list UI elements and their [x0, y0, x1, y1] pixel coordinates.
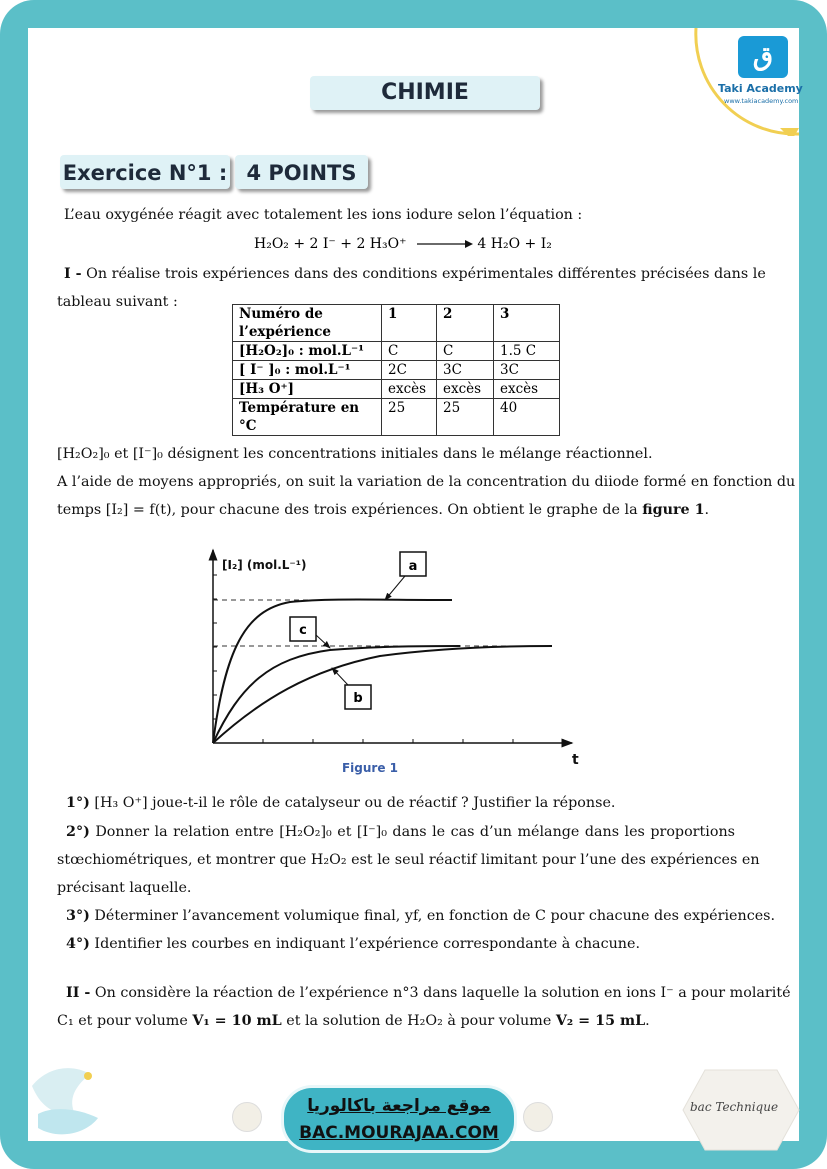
label-b: b [353, 691, 363, 706]
equation-reactants: H₂O₂ + 2 I⁻ + 2 H₃O⁺ [254, 236, 407, 252]
table-cell: excès [437, 380, 494, 399]
question-3 [66, 908, 775, 924]
subject-title: CHIMIE [310, 76, 540, 110]
question-text: Donner la relation entre [H₂O₂]₀ et [I⁻]₀ dans le cas d’un mélange dans les proportions [95, 824, 735, 840]
table-header-cell: 3 [494, 305, 560, 342]
question-2 [66, 824, 735, 840]
method-line-2 [57, 502, 709, 518]
table-cell: 25 [437, 399, 494, 436]
brand-url: www.takiacademy.com [724, 97, 799, 105]
part1-text: On réalise trois expériences dans des conditions expérimentales différentes précisées dans le [86, 266, 766, 282]
corner-logo [28, 1056, 104, 1142]
part1-label: I - [64, 266, 82, 282]
question-2-line3: précisant laquelle. [57, 880, 192, 896]
table-cell: [H₂O₂]₀ : mol.L⁻¹ [233, 342, 382, 361]
part2-line1 [66, 985, 791, 1001]
intro-text: L’eau oxygénée réagit avec totalement les ions iodure selon l’équation : [64, 207, 583, 223]
table-cell: 1.5 C [494, 342, 560, 361]
badge-icon [523, 1102, 553, 1132]
table-cell: [H₃ O⁺] [233, 380, 382, 399]
label-a: a [408, 559, 418, 574]
footer-arabic-link[interactable]: موقع مراجعة باكالوريا [307, 1096, 491, 1116]
arrow-icon [411, 238, 473, 250]
table-cell: [ I⁻ ]₀ : mol.L⁻¹ [233, 361, 382, 380]
table-cell: 3C [494, 361, 560, 380]
question-text: [H₃ O⁺] joue-t-il le rôle de catalyseur ou de réactif ? Justifier la réponse. [94, 795, 616, 811]
badge-icon [232, 1102, 262, 1132]
part1-line2: tableau suivant : [57, 294, 178, 310]
experiments-table [232, 304, 560, 436]
part2-text: . [645, 1013, 650, 1029]
table-cell: 25 [382, 399, 437, 436]
question-text: Identifier les courbes en indiquant l’expérience correspondante à chacune. [94, 936, 641, 952]
equation-products: 4 H₂O + I₂ [477, 236, 552, 252]
part2-text: On considère la réaction de l’expérience n°3 dans laquelle la solution en ions I⁻ a pour molarité [94, 985, 791, 1001]
question-2-line2: stœchiométriques, et montrer que H₂O₂ est le seul réactif limitant pour l’une des expériences en [57, 852, 760, 868]
table-cell: 3C [437, 361, 494, 380]
table-cell: excès [382, 380, 437, 399]
table-cell: C [437, 342, 494, 361]
footer-site-link[interactable]: BAC.MOURAJAA.COM [299, 1123, 499, 1143]
label-c: c [299, 623, 307, 638]
volume-v1: V₁ = 10 mL [192, 1013, 282, 1029]
table-cell: 40 [494, 399, 560, 436]
table-row [233, 361, 560, 380]
table-header-cell: Numéro de l’expérience [233, 305, 382, 342]
table-cell: C [382, 342, 437, 361]
table-row [233, 342, 560, 361]
question-1 [66, 795, 615, 811]
pointer-a [385, 576, 405, 600]
curve-c [213, 646, 460, 743]
question-number: 1°) [66, 795, 90, 811]
question-4 [66, 936, 640, 952]
pointer-b [332, 668, 348, 685]
brand-name: Taki Academy [718, 82, 803, 95]
curve-b [213, 646, 552, 743]
part2-label: II - [66, 985, 91, 1001]
table-row [233, 305, 560, 342]
table-header-cell: 1 [382, 305, 437, 342]
volume-v2: V₂ = 15 mL [555, 1013, 646, 1029]
y-axis-label: [I₂] (mol.L⁻¹) [222, 558, 307, 572]
table-cell: 2C [382, 361, 437, 380]
figure-caption: Figure 1 [341, 761, 399, 775]
question-number: 4°) [66, 936, 90, 952]
table-cell: excès [494, 380, 560, 399]
part2-text: et la solution de H₂O₂ à pour volume [281, 1013, 556, 1029]
part2-text: C₁ et pour volume [57, 1013, 193, 1029]
curve-a [213, 600, 452, 744]
question-number: 3°) [66, 908, 90, 924]
table-header-cell: 2 [437, 305, 494, 342]
concentrations-note: [H₂O₂]₀ et [I⁻]₀ désignent les concentrations initiales dans le mélange réactionnel. [57, 446, 653, 462]
taki-academy-icon: ق [738, 36, 788, 78]
figure-1-graph [180, 540, 600, 780]
table-row [233, 380, 560, 399]
exercise-points: 4 POINTS [235, 155, 368, 189]
question-text: Déterminer l’avancement volumique final, yf, en fonction de C pour chacune des expériences. [94, 908, 776, 924]
table-row [233, 399, 560, 436]
question-number: 2°) [66, 824, 90, 840]
table-cell: Température en °C [233, 399, 382, 436]
part2-line2 [57, 1013, 650, 1029]
reaction-equation [254, 236, 552, 252]
part1-line1 [64, 266, 766, 282]
figure-reference: figure 1 [642, 502, 705, 518]
method-line: A l’aide de moyens appropriés, on suit la variation de la concentration du diiode formé en fonction du [57, 474, 796, 490]
bac-technique-label: bac Technique [690, 1100, 779, 1114]
method-end: . [704, 502, 710, 518]
exercise-title: Exercice N°1 : [60, 155, 230, 189]
method-text: temps [I₂] = f(t), pour chacune des trois expériences. On obtient le graphe de la [57, 502, 643, 518]
x-axis-label: t [572, 752, 579, 768]
